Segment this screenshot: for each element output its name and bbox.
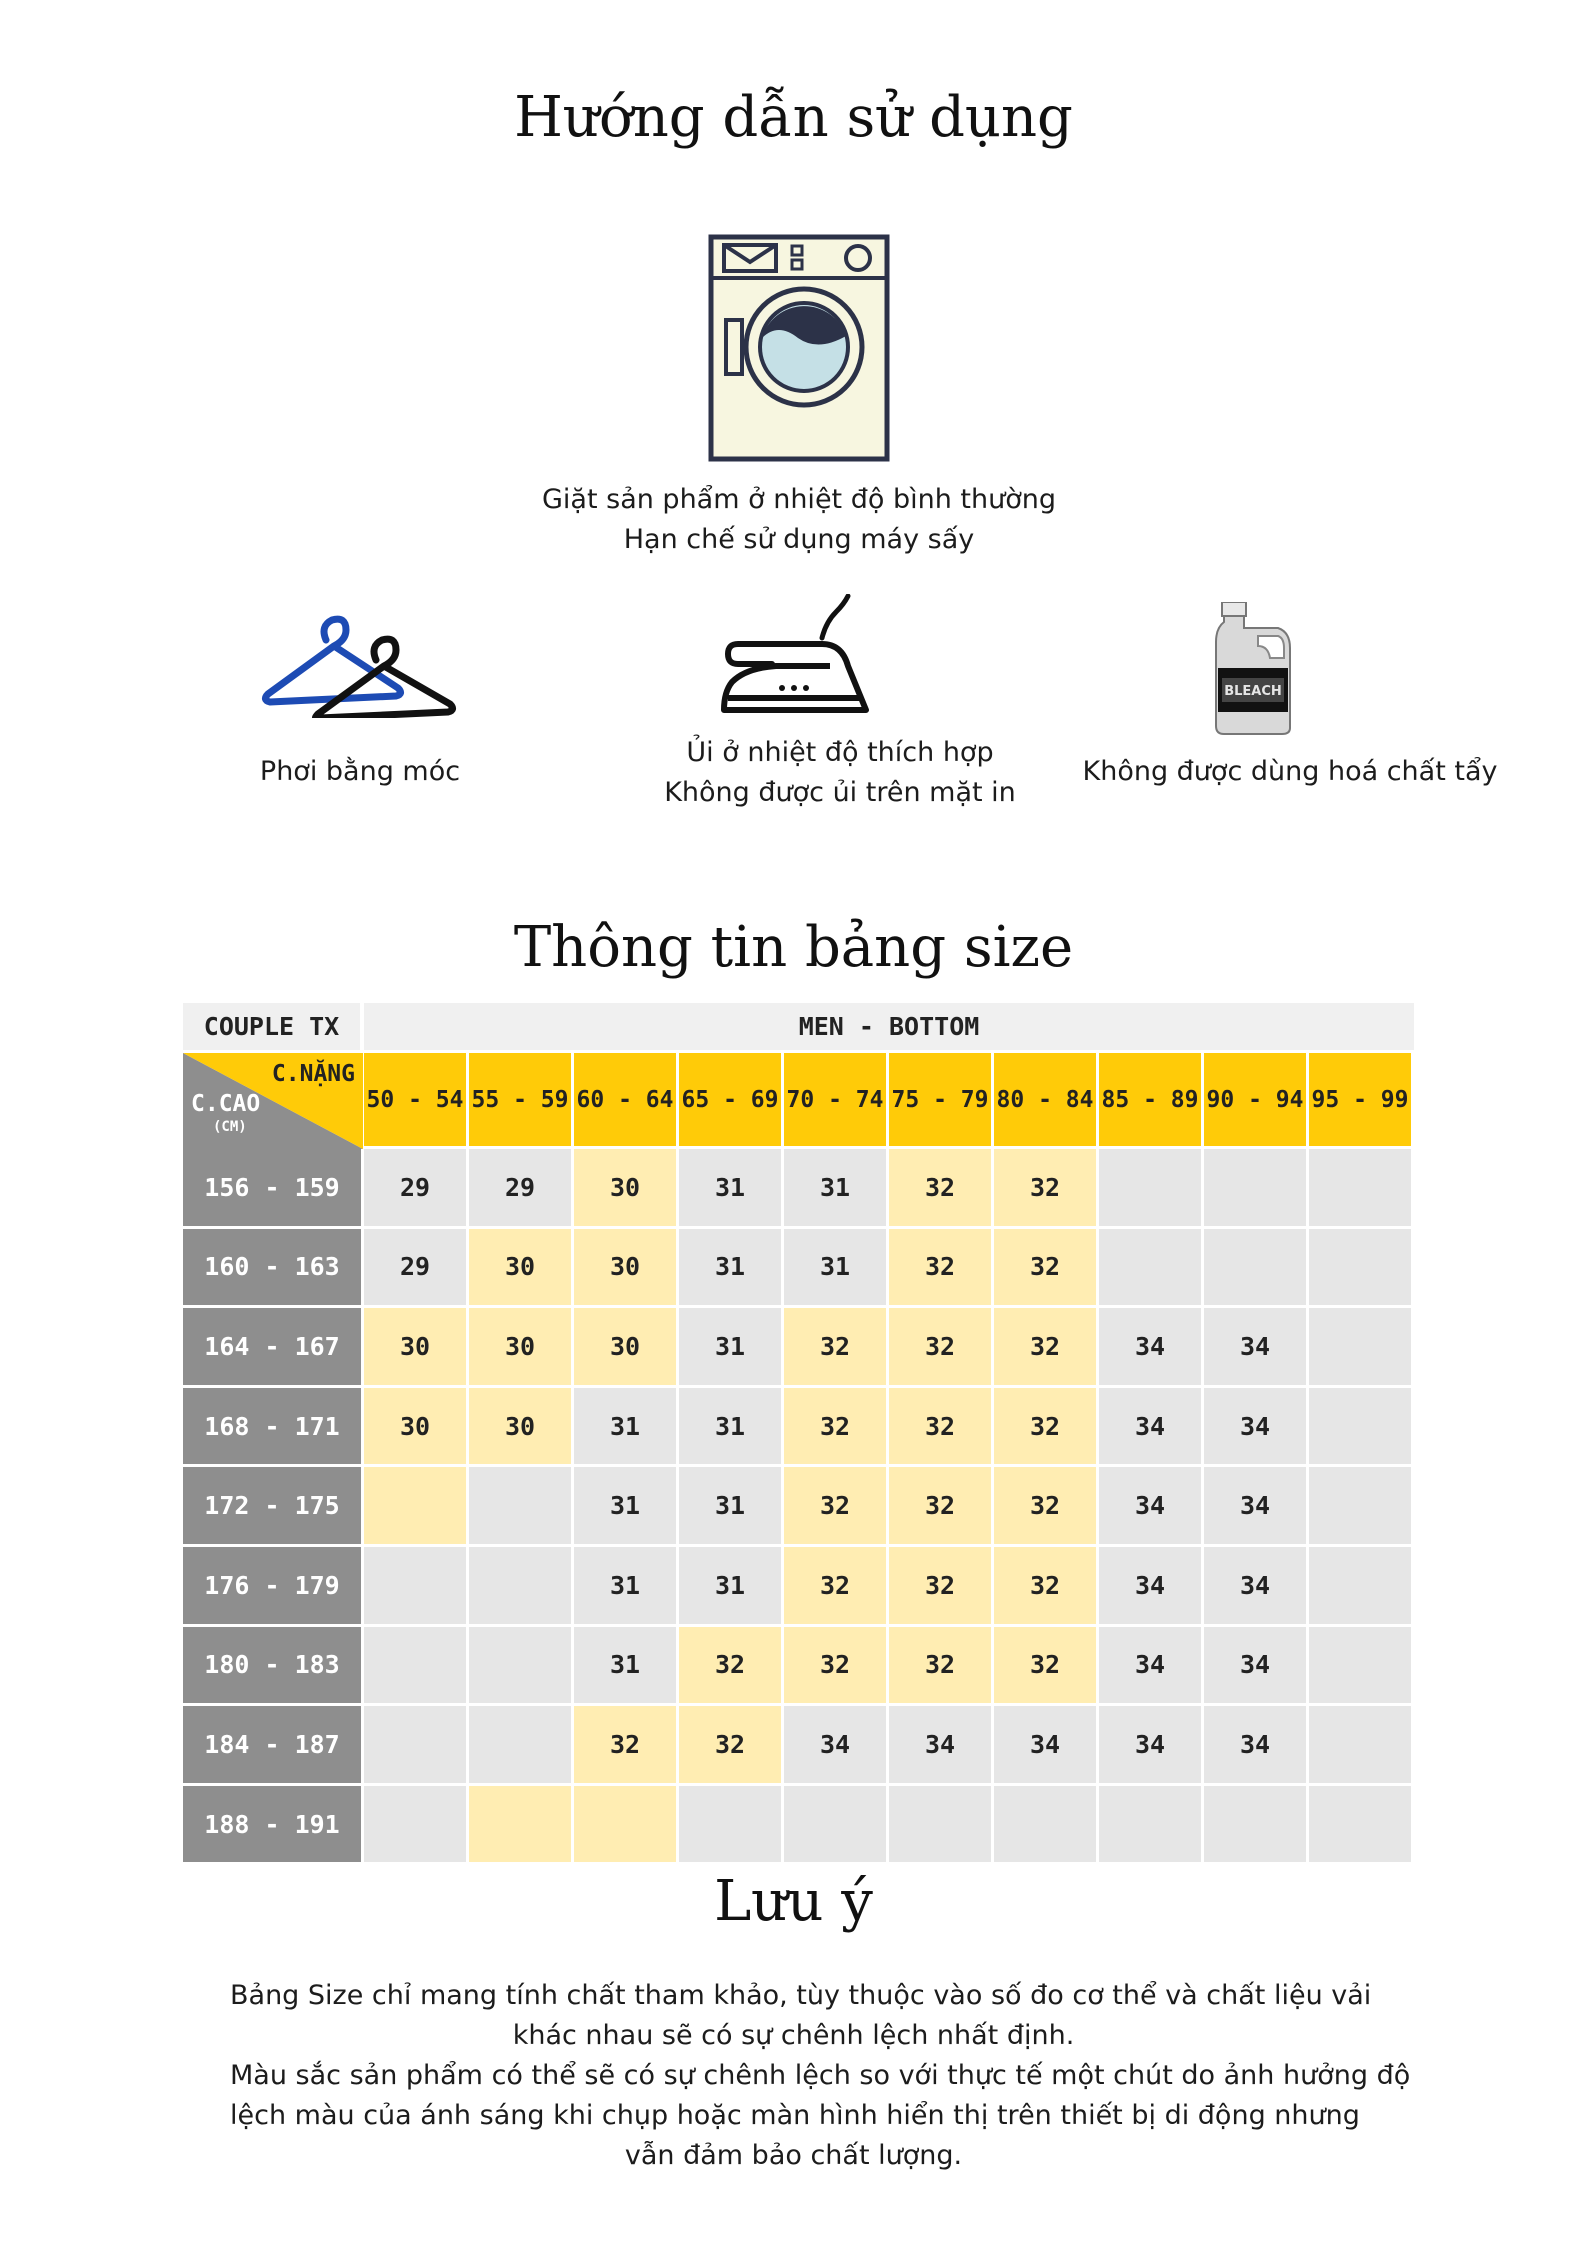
size-cell: 34: [1099, 1388, 1204, 1468]
size-title: Thông tin bảng size: [513, 915, 1074, 980]
weight-header: 50 - 54: [364, 1053, 469, 1149]
size-cell: 30: [469, 1308, 574, 1388]
height-header: 164 - 167: [183, 1308, 364, 1388]
weight-header: 70 - 74: [784, 1053, 889, 1149]
size-cell: 29: [364, 1149, 469, 1229]
size-cell: 32: [889, 1627, 994, 1707]
size-cell: 32: [679, 1706, 784, 1786]
size-cell: 32: [784, 1627, 889, 1707]
height-header: 156 - 159: [183, 1149, 364, 1229]
notes-text: [230, 1976, 1411, 2176]
size-cell: 32: [784, 1547, 889, 1627]
size-cell: 31: [679, 1308, 784, 1388]
size-table: [183, 1003, 1414, 1856]
size-cell: 34: [1204, 1706, 1309, 1786]
note-line: vẫn đảm bảo chất lượng.: [624, 2140, 963, 2171]
weight-header: 60 - 64: [574, 1053, 679, 1149]
size-cell: 32: [994, 1627, 1099, 1707]
note-line: khác nhau sẽ có sự chênh lệch nhất định.: [512, 2020, 1075, 2051]
size-cell: [1309, 1229, 1414, 1309]
weight-header: 75 - 79: [889, 1053, 994, 1149]
dry-caption: [210, 752, 510, 792]
size-cell: 31: [574, 1388, 679, 1468]
size-cell: 32: [889, 1149, 994, 1229]
height-axis-label: C.CAO: [191, 1091, 261, 1117]
height-header: 160 - 163: [183, 1229, 364, 1309]
table-group-title: MEN - BOTTOM: [364, 1003, 1414, 1053]
size-cell: 32: [889, 1547, 994, 1627]
size-cell: [1309, 1388, 1414, 1468]
size-cell: [1204, 1229, 1309, 1309]
weight-header: 85 - 89: [1099, 1053, 1204, 1149]
size-cell: [1309, 1308, 1414, 1388]
size-cell: [469, 1627, 574, 1707]
size-cell: [994, 1786, 1099, 1866]
size-cell: [784, 1786, 889, 1866]
size-cell: 29: [469, 1149, 574, 1229]
size-cell: 31: [574, 1467, 679, 1547]
size-cell: [469, 1547, 574, 1627]
size-cell: 32: [784, 1467, 889, 1547]
size-cell: [1204, 1149, 1309, 1229]
size-cell: 34: [1099, 1547, 1204, 1627]
iron-caption: [620, 733, 1060, 813]
size-cell: 30: [574, 1229, 679, 1309]
size-cell: 30: [574, 1149, 679, 1229]
size-cell: 32: [889, 1229, 994, 1309]
size-cell: [364, 1627, 469, 1707]
height-axis-unit: (CM): [213, 1119, 247, 1135]
size-cell: 32: [574, 1706, 679, 1786]
size-cell: 31: [574, 1547, 679, 1627]
size-cell: 32: [889, 1388, 994, 1468]
size-cell: 30: [574, 1308, 679, 1388]
size-cell: 31: [574, 1627, 679, 1707]
height-header: 176 - 179: [183, 1547, 364, 1627]
size-cell: 34: [1099, 1467, 1204, 1547]
size-cell: 32: [679, 1627, 784, 1707]
size-cell: 32: [784, 1308, 889, 1388]
iron-line-2: Không được ủi trên mặt in: [664, 777, 1016, 808]
size-cell: 31: [679, 1229, 784, 1309]
size-cell: [1309, 1149, 1414, 1229]
size-cell: [574, 1786, 679, 1866]
size-cell: [469, 1706, 574, 1786]
weight-axis-label: C.NẶNG: [271, 1061, 355, 1087]
size-cell: [1309, 1547, 1414, 1627]
size-cell: 34: [1204, 1308, 1309, 1388]
size-cell: 34: [1099, 1627, 1204, 1707]
size-cell: 32: [994, 1467, 1099, 1547]
height-header: 188 - 191: [183, 1786, 364, 1866]
size-cell: 34: [1204, 1627, 1309, 1707]
size-cell: 32: [994, 1149, 1099, 1229]
weight-header: 65 - 69: [679, 1053, 784, 1149]
size-cell: [1309, 1786, 1414, 1866]
wash-line-2: Hạn chế sử dụng máy sấy: [623, 524, 975, 555]
size-cell: [1099, 1229, 1204, 1309]
size-cell: 30: [364, 1388, 469, 1468]
size-cell: 32: [784, 1388, 889, 1468]
wash-caption: [493, 480, 1105, 560]
size-cell: [1204, 1786, 1309, 1866]
size-cell: [1309, 1627, 1414, 1707]
size-cell: 29: [364, 1229, 469, 1309]
size-cell: [364, 1467, 469, 1547]
size-cell: 34: [994, 1706, 1099, 1786]
weight-header: 95 - 99: [1309, 1053, 1414, 1149]
size-cell: 32: [994, 1388, 1099, 1468]
notes-title: Lưu ý: [714, 1869, 873, 1934]
bleach-label: BLEACH: [1224, 684, 1282, 699]
size-cell: [1099, 1149, 1204, 1229]
dry-line-1: Phơi bằng móc: [259, 756, 461, 787]
height-header: 180 - 183: [183, 1627, 364, 1707]
size-cell: 31: [679, 1149, 784, 1229]
size-cell: 32: [889, 1467, 994, 1547]
size-cell: 31: [679, 1467, 784, 1547]
size-cell: [889, 1786, 994, 1866]
size-cell: 32: [994, 1547, 1099, 1627]
iron-icon: [718, 594, 874, 718]
size-cell: 34: [1099, 1706, 1204, 1786]
size-cell: [679, 1786, 784, 1866]
note-line: lệch màu của ánh sáng khi chụp hoặc màn hình hiển thị trên thiết bị di động nhưng: [230, 2100, 1360, 2131]
size-cell: 30: [469, 1388, 574, 1468]
size-cell: 30: [364, 1308, 469, 1388]
size-cell: 32: [994, 1308, 1099, 1388]
size-cell: 34: [1204, 1388, 1309, 1468]
size-cell: 31: [784, 1149, 889, 1229]
size-cell: [364, 1547, 469, 1627]
size-cell: 31: [679, 1547, 784, 1627]
iron-line-1: Ủi ở nhiệt độ thích hợp: [686, 737, 994, 768]
hanger-icon: [258, 602, 458, 718]
size-cell: [469, 1467, 574, 1547]
table-corner-title: COUPLE TX: [183, 1003, 364, 1053]
size-cell: [1309, 1467, 1414, 1547]
washing-machine-icon: [708, 234, 890, 462]
size-cell: [1099, 1786, 1204, 1866]
height-header: 184 - 187: [183, 1706, 364, 1786]
height-header: 168 - 171: [183, 1388, 364, 1468]
weight-header: 90 - 94: [1204, 1053, 1309, 1149]
size-cell: 30: [469, 1229, 574, 1309]
weight-header: 80 - 84: [994, 1053, 1099, 1149]
size-cell: 32: [994, 1229, 1099, 1309]
bleach-bottle-icon: [1214, 602, 1292, 736]
size-cell: 34: [784, 1706, 889, 1786]
size-cell: 32: [889, 1308, 994, 1388]
size-cell: [1309, 1706, 1414, 1786]
bleach-line-1: Không được dùng hoá chất tẩy: [1082, 756, 1498, 787]
size-cell: [364, 1786, 469, 1866]
size-cell: 31: [679, 1388, 784, 1468]
size-cell: 34: [1204, 1547, 1309, 1627]
size-cell: 31: [784, 1229, 889, 1309]
note-line: Bảng Size chỉ mang tính chất tham khảo, tùy thuộc vào số đo cơ thể và chất liệu vải: [230, 1980, 1372, 2011]
table-corner-header: [183, 1053, 363, 1149]
size-cell: [364, 1706, 469, 1786]
care-title: Hướng dẫn sử dụng: [514, 85, 1073, 150]
size-cell: 34: [1204, 1467, 1309, 1547]
note-line: Màu sắc sản phẩm có thể sẽ có sự chênh lệch so với thực tế một chút do ảnh hưởng độ: [230, 2060, 1411, 2091]
height-header: 172 - 175: [183, 1467, 364, 1547]
bleach-caption: [1060, 752, 1520, 792]
weight-header: 55 - 59: [469, 1053, 574, 1149]
size-cell: [469, 1786, 574, 1866]
wash-line-1: Giặt sản phẩm ở nhiệt độ bình thường: [541, 484, 1056, 515]
size-cell: 34: [1099, 1308, 1204, 1388]
size-cell: 34: [889, 1706, 994, 1786]
